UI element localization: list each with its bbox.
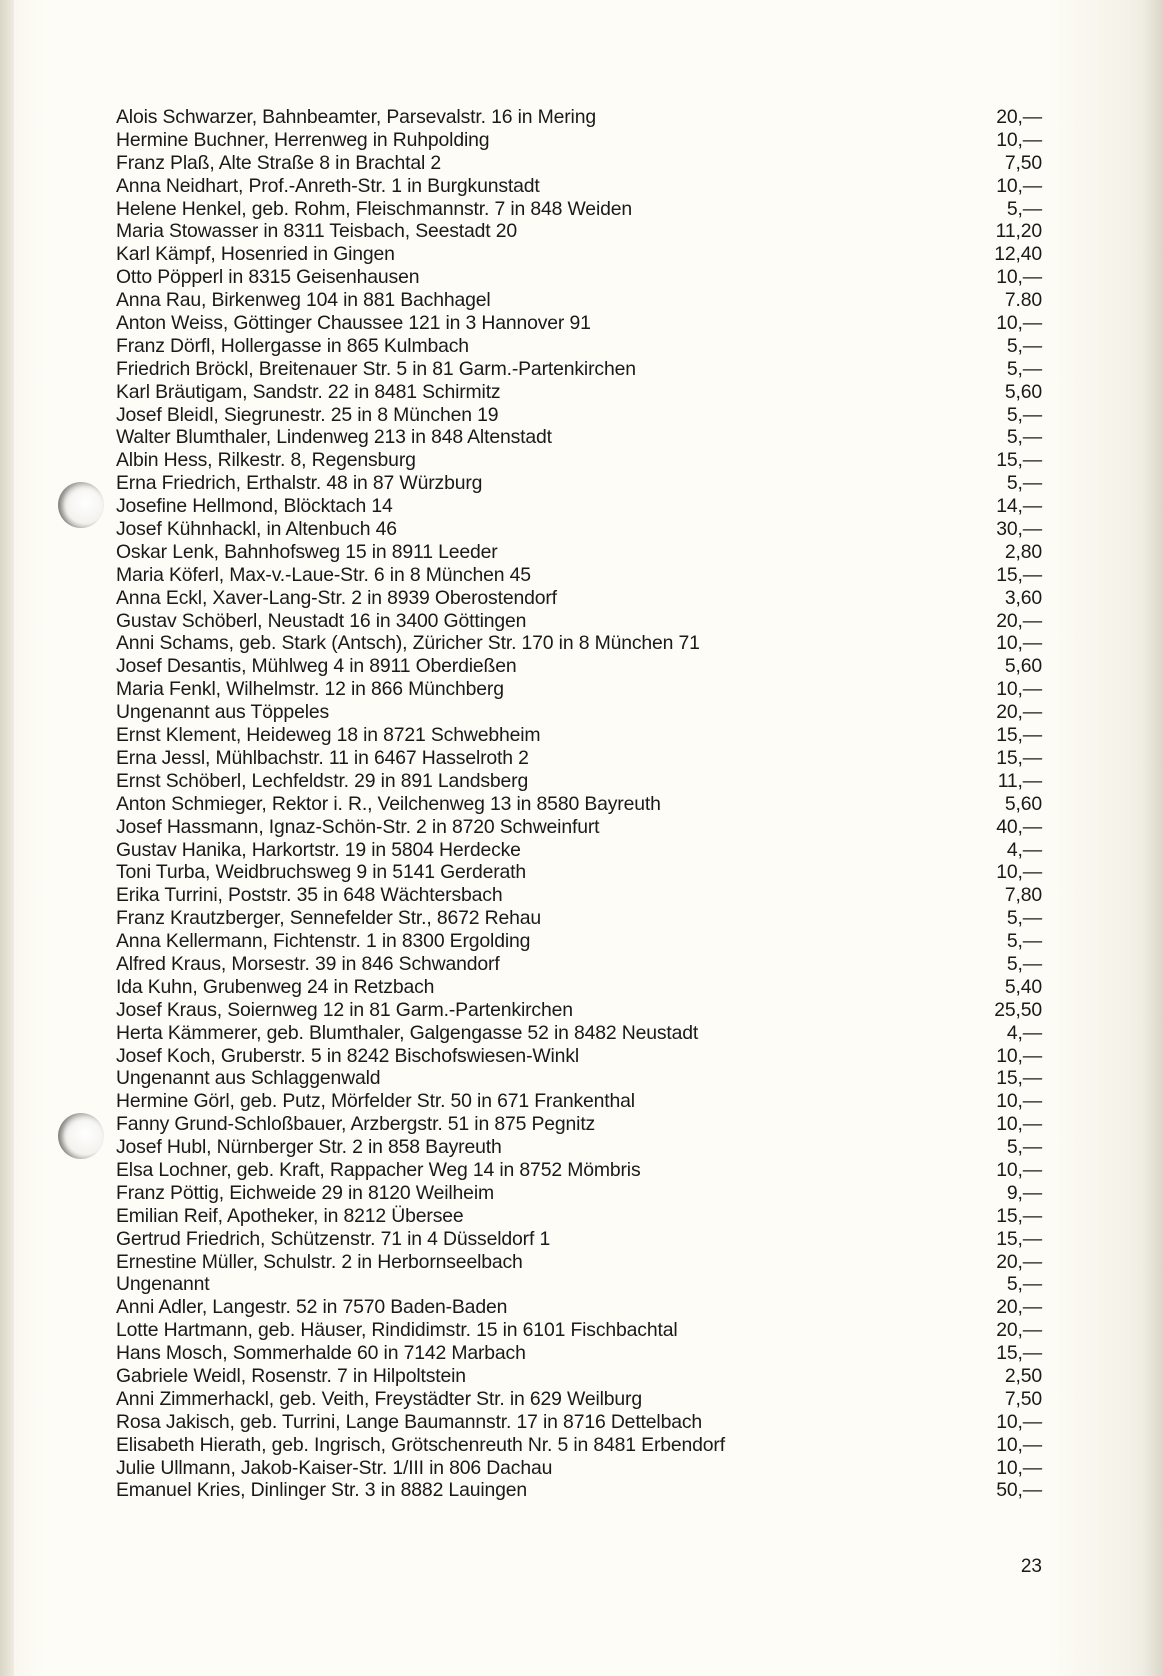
donor-name-address: Gustav Schöberl, Neustadt 16 in 3400 Göttingen xyxy=(116,609,527,632)
donor-name-address: Anna Kellermann, Fichtenstr. 1 in 8300 Ergolding xyxy=(116,930,531,953)
donation-row xyxy=(116,1251,1042,1274)
donor-name-address: Hermine Görl, geb. Putz, Mörfelder Str. 50 in 671 Frankenthal xyxy=(116,1090,635,1113)
donation-amount: 10,— xyxy=(996,1158,1042,1181)
donor-name-address: Ida Kuhn, Grubenweg 24 in Retzbach xyxy=(116,975,435,998)
donor-name-address: Herta Kämmerer, geb. Blumthaler, Galgengasse 52 in 8482 Neustadt xyxy=(116,1021,699,1044)
donation-amount: 4,— xyxy=(1006,838,1042,861)
donation-amount: 15,— xyxy=(996,746,1042,769)
donation-row xyxy=(116,587,1042,610)
donor-name-address: Josef Bleidl, Siegrunestr. 25 in 8 München 19 xyxy=(116,403,499,426)
donation-amount: 5,40 xyxy=(1004,975,1042,998)
donation-amount: 15,— xyxy=(996,449,1042,472)
donation-row xyxy=(116,449,1042,472)
donation-row xyxy=(116,358,1042,381)
page-number: 23 xyxy=(1020,1556,1042,1577)
donation-amount: 15,— xyxy=(996,1342,1042,1365)
donation-amount: 5,— xyxy=(1006,1136,1042,1159)
donation-row xyxy=(116,518,1042,541)
donation-amount: 15,— xyxy=(996,1067,1042,1090)
donor-name-address: Maria Fenkl, Wilhelmstr. 12 in 866 Münchberg xyxy=(116,678,504,701)
donation-row xyxy=(116,198,1042,221)
donor-name-address: Franz Plaß, Alte Straße 8 in Brachtal 2 xyxy=(116,151,442,174)
donor-name-address: Anni Adler, Langestr. 52 in 7570 Baden-Baden xyxy=(116,1296,508,1319)
donation-row xyxy=(116,1388,1042,1411)
donation-amount: 10,— xyxy=(996,632,1042,655)
donor-name-address: Rosa Jakisch, geb. Turrini, Lange Baumannstr. 17 in 8716 Dettelbach xyxy=(116,1410,703,1433)
donation-row xyxy=(116,1022,1042,1045)
donation-row xyxy=(116,243,1042,266)
donor-name-address: Gabriele Weidl, Rosenstr. 7 in Hilpoltstein xyxy=(116,1364,466,1387)
donation-row xyxy=(116,1067,1042,1090)
donation-row xyxy=(116,1045,1042,1068)
donation-amount: 10,— xyxy=(996,861,1042,884)
donation-row xyxy=(116,701,1042,724)
donation-amount: 11,— xyxy=(997,769,1042,792)
donation-row xyxy=(116,1182,1042,1205)
donation-row xyxy=(116,266,1042,289)
donor-name-address: Anna Rau, Birkenweg 104 in 881 Bachhagel xyxy=(116,289,491,312)
donation-amount: 10,— xyxy=(996,1456,1042,1479)
donor-name-address: Otto Pöpperl in 8315 Geisenhausen xyxy=(116,266,420,289)
donor-name-address: Fanny Grund-Schloßbauer, Arzbergstr. 51 in 875 Pegnitz xyxy=(116,1113,596,1136)
donation-amount: 5,— xyxy=(1006,426,1042,449)
donor-name-address: Gertrud Friedrich, Schützenstr. 71 in 4 Düsseldorf 1 xyxy=(116,1227,551,1250)
donation-row xyxy=(116,1411,1042,1434)
donor-name-address: Ernst Klement, Heideweg 18 in 8721 Schwebheim xyxy=(116,724,541,747)
donor-name-address: Josef Desantis, Mühlweg 4 in 8911 Oberdießen xyxy=(116,655,517,678)
donation-amount: 5,— xyxy=(1006,197,1042,220)
donation-amount: 5,60 xyxy=(1004,792,1042,815)
donation-row xyxy=(116,381,1042,404)
donation-row xyxy=(116,1457,1042,1480)
donor-name-address: Franz Pöttig, Eichweide 29 in 8120 Weilheim xyxy=(116,1181,494,1204)
donor-name-address: Hans Mosch, Sommerhalde 60 in 7142 Marbach xyxy=(116,1342,526,1365)
donation-list xyxy=(116,106,1042,1502)
donor-name-address: Josef Kühnhackl, in Altenbuch 46 xyxy=(116,518,397,541)
donor-name-address: Anton Weiss, Göttinger Chaussee 121 in 3 Hannover 91 xyxy=(116,312,591,335)
donation-amount: 40,— xyxy=(996,815,1042,838)
donation-amount: 5,— xyxy=(1006,907,1042,930)
donor-name-address: Emanuel Kries, Dinlinger Str. 3 in 8882 Lauingen xyxy=(116,1479,528,1502)
donation-amount: 11,20 xyxy=(995,220,1042,243)
donation-row xyxy=(116,1159,1042,1182)
donation-row xyxy=(116,884,1042,907)
donation-row xyxy=(116,220,1042,243)
donation-row xyxy=(116,793,1042,816)
donation-amount: 9,— xyxy=(1006,1181,1042,1204)
donor-name-address: Ernst Schöberl, Lechfeldstr. 29 in 891 Landsberg xyxy=(116,769,529,792)
donation-row xyxy=(116,1479,1042,1502)
donation-row xyxy=(116,1319,1042,1342)
donation-amount: 7,50 xyxy=(1004,1387,1042,1410)
donor-name-address: Albin Hess, Rilkestr. 8, Regensburg xyxy=(116,449,416,472)
donation-row xyxy=(116,495,1042,518)
donation-amount: 10,— xyxy=(996,128,1042,151)
donation-amount: 10,— xyxy=(996,1090,1042,1113)
donation-row xyxy=(116,426,1042,449)
donation-amount: 3,60 xyxy=(1004,586,1042,609)
donor-name-address: Ungenannt xyxy=(116,1273,210,1296)
donation-amount: 20,— xyxy=(996,1250,1042,1273)
donation-amount: 7.80 xyxy=(1004,289,1042,312)
donation-row xyxy=(116,632,1042,655)
donor-name-address: Anton Schmieger, Rektor i. R., Veilchenweg 13 in 8580 Bayreuth xyxy=(116,792,661,815)
donation-row xyxy=(116,564,1042,587)
donor-name-address: Julie Ullmann, Jakob-Kaiser-Str. 1/III in 806 Dachau xyxy=(116,1456,553,1479)
donor-name-address: Gustav Hanika, Harkortstr. 19 in 5804 Herdecke xyxy=(116,838,521,861)
donor-name-address: Oskar Lenk, Bahnhofsweg 15 in 8911 Leeder xyxy=(116,540,498,563)
donation-row xyxy=(116,1434,1042,1457)
donation-amount: 5,— xyxy=(1006,1273,1042,1296)
donation-row xyxy=(116,335,1042,358)
donation-amount: 2,50 xyxy=(1004,1364,1042,1387)
donor-name-address: Josef Kraus, Soiernweg 12 in 81 Garm.-Partenkirchen xyxy=(116,998,573,1021)
donor-name-address: Toni Turba, Weidbruchsweg 9 in 5141 Gerderath xyxy=(116,861,527,884)
donor-name-address: Anni Zimmerhackl, geb. Veith, Freystädter Str. in 629 Weilburg xyxy=(116,1387,642,1410)
donor-name-address: Friedrich Bröckl, Breitenauer Str. 5 in 81 Garm.-Partenkirchen xyxy=(116,357,636,380)
donation-row xyxy=(116,976,1042,999)
donor-name-address: Anna Eckl, Xaver-Lang-Str. 2 in 8939 Oberostendorf xyxy=(116,586,557,609)
donation-row xyxy=(116,1205,1042,1228)
donor-name-address: Josefine Hellmond, Blöcktach 14 xyxy=(116,495,393,518)
donation-amount: 20,— xyxy=(996,106,1042,128)
donation-amount: 20,— xyxy=(996,1319,1042,1342)
donation-amount: 15,— xyxy=(996,724,1042,747)
donation-row xyxy=(116,1296,1042,1319)
donation-row xyxy=(116,839,1042,862)
donation-row xyxy=(116,1273,1042,1296)
donor-name-address: Josef Hubl, Nürnberger Str. 2 in 858 Bayreuth xyxy=(116,1136,502,1159)
donation-amount: 10,— xyxy=(996,312,1042,335)
donation-row xyxy=(116,770,1042,793)
donation-amount: 10,— xyxy=(996,1433,1042,1456)
donation-row xyxy=(116,1342,1042,1365)
donation-amount: 14,— xyxy=(996,495,1042,518)
page-left-edge xyxy=(0,0,14,1676)
donor-name-address: Lotte Hartmann, geb. Häuser, Rindidimstr. 15 in 6101 Fischbachtal xyxy=(116,1319,678,1342)
donation-amount: 15,— xyxy=(996,1204,1042,1227)
donation-amount: 10,— xyxy=(996,174,1042,197)
donor-name-address: Erna Jessl, Mühlbachstr. 11 in 6467 Hasselroth 2 xyxy=(116,746,529,769)
donation-row xyxy=(116,1136,1042,1159)
donor-name-address: Elisabeth Hierath, geb. Ingrisch, Grötschenreuth Nr. 5 in 8481 Erbendorf xyxy=(116,1433,725,1456)
donation-amount: 2,80 xyxy=(1004,540,1042,563)
donation-row xyxy=(116,678,1042,701)
donor-name-address: Erna Friedrich, Erthalstr. 48 in 87 Würzburg xyxy=(116,472,483,495)
donation-row xyxy=(116,1228,1042,1251)
donation-amount: 20,— xyxy=(996,1296,1042,1319)
donation-amount: 5,— xyxy=(1006,357,1042,380)
donor-name-address: Ungenannt aus Schlaggenwald xyxy=(116,1067,381,1090)
donor-name-address: Alfred Kraus, Morsestr. 39 in 846 Schwandorf xyxy=(116,952,500,975)
donation-row xyxy=(116,106,1042,129)
donation-amount: 5,— xyxy=(1006,334,1042,357)
donation-row xyxy=(116,1090,1042,1113)
donation-amount: 10,— xyxy=(996,1410,1042,1433)
donor-name-address: Anni Schams, geb. Stark (Antsch), Züricher Str. 170 in 8 München 71 xyxy=(116,632,700,655)
donor-name-address: Franz Krautzberger, Sennefelder Str., 8672 Rehau xyxy=(116,907,542,930)
punch-hole xyxy=(58,1113,104,1159)
donor-name-address: Emilian Reif, Apotheker, in 8212 Übersee xyxy=(116,1204,464,1227)
donation-amount: 50,— xyxy=(996,1479,1042,1502)
donation-row xyxy=(116,175,1042,198)
donor-name-address: Anna Neidhart, Prof.-Anreth-Str. 1 in Burgkunstadt xyxy=(116,174,540,197)
donation-amount: 7,50 xyxy=(1004,151,1042,174)
donation-row xyxy=(116,1365,1042,1388)
donation-amount: 10,— xyxy=(996,1044,1042,1067)
donation-row xyxy=(116,152,1042,175)
donation-row xyxy=(116,129,1042,152)
donation-amount: 15,— xyxy=(996,1227,1042,1250)
donation-row xyxy=(116,724,1042,747)
donation-amount: 12,40 xyxy=(994,243,1042,266)
donation-row xyxy=(116,289,1042,312)
donation-row xyxy=(116,655,1042,678)
donation-amount: 30,— xyxy=(996,518,1042,541)
donor-name-address: Franz Dörfl, Hollergasse in 865 Kulmbach xyxy=(116,334,469,357)
donation-amount: 5,— xyxy=(1006,930,1042,953)
donation-row xyxy=(116,610,1042,633)
donation-row xyxy=(116,907,1042,930)
donation-row xyxy=(116,747,1042,770)
donor-name-address: Hermine Buchner, Herrenweg in Ruhpolding xyxy=(116,128,490,151)
donor-name-address: Maria Köferl, Max-v.-Laue-Str. 6 in 8 München 45 xyxy=(116,563,531,586)
donation-amount: 10,— xyxy=(996,266,1042,289)
donation-amount: 5,— xyxy=(1006,472,1042,495)
donor-name-address: Karl Bräutigam, Sandstr. 22 in 8481 Schirmitz xyxy=(116,380,501,403)
donor-name-address: Alois Schwarzer, Bahnbeamter, Parsevalstr. 16 in Mering xyxy=(116,106,596,128)
donation-row xyxy=(116,1113,1042,1136)
punch-hole xyxy=(58,482,104,528)
donation-row xyxy=(116,953,1042,976)
donor-name-address: Ungenannt aus Töppeles xyxy=(116,701,330,724)
donor-name-address: Josef Koch, Gruberstr. 5 in 8242 Bischofswiesen-Winkl xyxy=(116,1044,580,1067)
donor-name-address: Maria Stowasser in 8311 Teisbach, Seestadt 20 xyxy=(116,220,518,243)
donation-amount: 25,50 xyxy=(994,998,1042,1021)
donor-name-address: Helene Henkel, geb. Rohm, Fleischmannstr. 7 in 848 Weiden xyxy=(116,197,633,220)
donation-amount: 20,— xyxy=(996,701,1042,724)
donor-name-address: Erika Turrini, Poststr. 35 in 648 Wächtersbach xyxy=(116,884,503,907)
donation-row xyxy=(116,404,1042,427)
donation-amount: 20,— xyxy=(996,609,1042,632)
donor-name-address: Karl Kämpf, Hosenried in Gingen xyxy=(116,243,395,266)
donation-row xyxy=(116,861,1042,884)
donation-row xyxy=(116,930,1042,953)
donation-amount: 7,80 xyxy=(1004,884,1042,907)
donation-amount: 15,— xyxy=(996,563,1042,586)
donor-name-address: Ernestine Müller, Schulstr. 2 in Herbornseelbach xyxy=(116,1250,523,1273)
donation-amount: 4,— xyxy=(1006,1021,1042,1044)
donation-amount: 5,— xyxy=(1006,403,1042,426)
donation-row xyxy=(116,816,1042,839)
donation-row xyxy=(116,541,1042,564)
donation-amount: 5,60 xyxy=(1004,655,1042,678)
donor-name-address: Elsa Lochner, geb. Kraft, Rappacher Weg 14 in 8752 Mömbris xyxy=(116,1158,641,1181)
page-right-edge xyxy=(1141,0,1163,1676)
donation-amount: 5,60 xyxy=(1004,380,1042,403)
donor-name-address: Walter Blumthaler, Lindenweg 213 in 848 Altenstadt xyxy=(116,426,552,449)
donation-row xyxy=(116,999,1042,1022)
donation-amount: 5,— xyxy=(1006,952,1042,975)
donor-name-address: Josef Hassmann, Ignaz-Schön-Str. 2 in 8720 Schweinfurt xyxy=(116,815,600,838)
donation-row xyxy=(116,312,1042,335)
donation-row xyxy=(116,472,1042,495)
donation-amount: 10,— xyxy=(996,678,1042,701)
donation-amount: 10,— xyxy=(996,1113,1042,1136)
